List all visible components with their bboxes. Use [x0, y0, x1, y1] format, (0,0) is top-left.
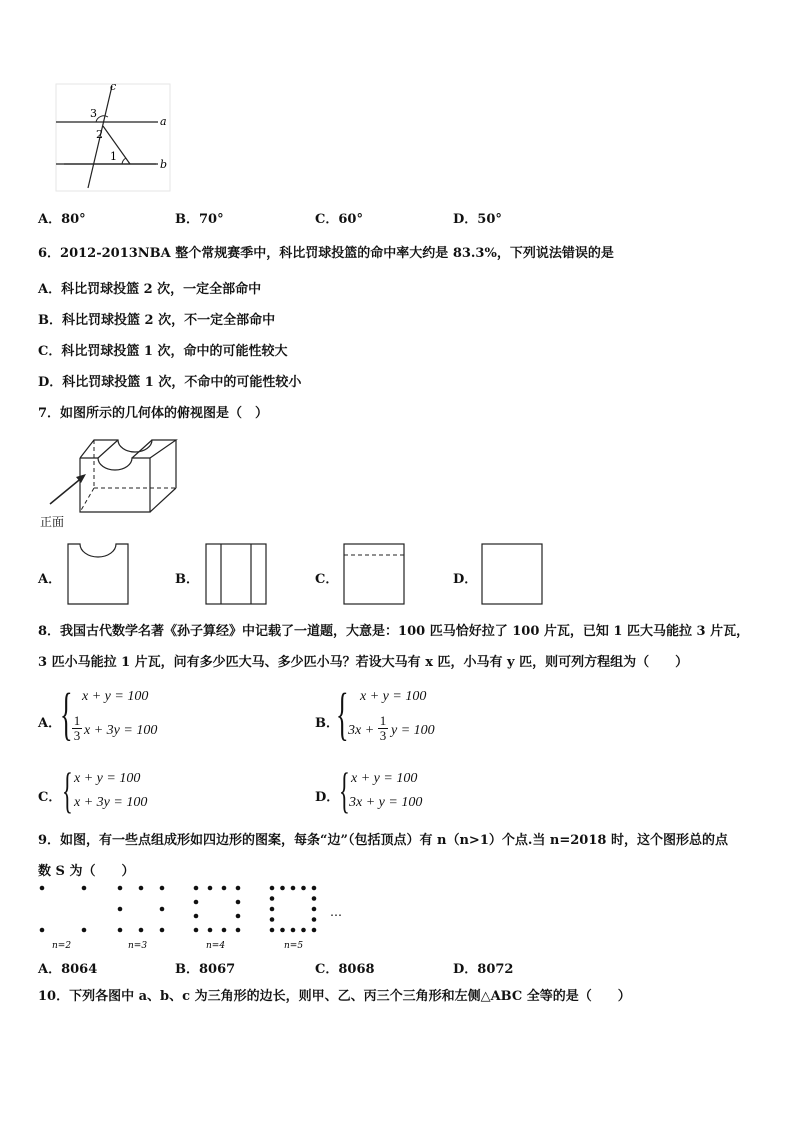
q8-option-d-label: D． [315, 790, 340, 805]
label-angle-1: 1 [110, 150, 117, 163]
q8-option-a-eq2: x + 3y = 100 [84, 723, 158, 738]
q7-option-c-figure [342, 542, 408, 608]
q10-stem: 10．下列各图中 a、b、c 为三角形的边长，则甲、乙、丙三个三角形和左侧△ABC 全等的是（ ） [38, 989, 631, 1004]
pattern-dot [222, 886, 227, 891]
q8-option-b-eq2-pre: 3x + [348, 723, 375, 738]
pattern-dot [301, 886, 306, 891]
pattern-dot [270, 917, 275, 922]
pattern-dot [222, 928, 227, 933]
pattern-dot [139, 886, 144, 891]
pattern-dot [139, 928, 144, 933]
pattern-dot [118, 907, 123, 912]
pattern-dot [301, 928, 306, 933]
q6-option-c: C．科比罚球投篮 1 次，命中的可能性较大 [38, 344, 288, 359]
q8-option-c-eq1: x + y = 100 [74, 771, 141, 786]
pattern-dot [270, 928, 275, 933]
q8-stem-line1: 8．我国古代数学名著《孙子算经》中记载了一道题，大意是：100 匹马恰好拉了 100 片瓦，已知 1 匹大马能拉 3 片瓦， [38, 624, 750, 639]
q7-option-b-label: B． [175, 572, 199, 587]
q9-option-c: C．8068 [315, 962, 375, 977]
pattern-dot [291, 928, 296, 933]
pattern-dot [160, 928, 165, 933]
q7-option-c-label: C． [315, 572, 339, 587]
q8-option-a-eq1: x + y = 100 [82, 689, 149, 704]
q7-option-d-figure [480, 542, 546, 608]
pattern-dot [291, 886, 296, 891]
pattern-dot [312, 907, 317, 912]
pattern-dot [270, 886, 275, 891]
pattern-label-n3: n=3 [128, 941, 148, 951]
q9-option-a: A．8064 [38, 962, 98, 977]
pattern-dot [208, 928, 213, 933]
q7-option-a-label: A． [38, 572, 62, 587]
q8-option-c-brace: { [62, 762, 73, 818]
pattern-dot [160, 886, 165, 891]
pattern-label-n5: n=5 [284, 941, 304, 951]
pattern-dot [270, 907, 275, 912]
q8-option-d-eq1: x + y = 100 [351, 771, 418, 786]
q8-option-c-label: C． [38, 790, 62, 805]
q9-option-b: B．8067 [175, 962, 236, 977]
pattern-dot [236, 900, 241, 905]
pattern-label-n4: n=4 [206, 941, 226, 951]
q8-option-a-brace: { [60, 681, 73, 746]
q6-option-d: D．科比罚球投篮 1 次，不命中的可能性较小 [38, 375, 302, 390]
q7-option-d-label: D． [453, 572, 478, 587]
q8-option-a-fraction: 1 3 [73, 713, 81, 743]
q7-stem: 7．如图所示的几何体的俯视图是（ ） [38, 406, 269, 421]
pattern-dot [118, 928, 123, 933]
q5-option-c: C．60° [315, 212, 363, 227]
front-view-label: 正面 [40, 515, 65, 529]
q7-option-a-figure [66, 542, 132, 608]
pattern-dot [40, 928, 45, 933]
pattern-dot [280, 928, 285, 933]
q8-option-b-brace: { [336, 681, 349, 746]
q8-option-d-eq2: 3x + y = 100 [349, 795, 423, 810]
q9-stem-line2: 数 S 为（ ） [38, 864, 135, 879]
q8-option-b-eq2: y = 100 [391, 723, 435, 738]
q7-option-b-figure [204, 542, 270, 608]
dot-patterns-figure [30, 880, 360, 954]
q6-stem: 6．2012-2013NBA 整个常规赛季中，科比罚球投篮的命中率大约是 83.3%，下列说法错误的是 [38, 246, 614, 261]
label-a: a [160, 115, 167, 128]
q8-option-b-label: B． [315, 716, 339, 731]
pattern-dot [312, 928, 317, 933]
q8-option-b-fraction: 1 3 [379, 713, 387, 743]
pattern-dot [312, 917, 317, 922]
q6-option-b: B．科比罚球投篮 2 次，不一定全部命中 [38, 313, 276, 328]
q5-option-d: D．50° [453, 212, 502, 227]
q8-option-d-brace: { [339, 762, 350, 818]
pattern-dot [40, 886, 45, 891]
pattern-dot [160, 907, 165, 912]
q8-stem-line2: 3 匹小马能拉 1 片瓦，问有多少匹大马、多少匹小马？若设大马有 x 匹，小马有 y 匹，则可列方程组为（ ） [38, 655, 689, 670]
parallel-lines-figure [50, 80, 180, 195]
q9-stem-line1: 9．如图，有一些点组成形如四边形的图案，每条“边”（包括顶点）有 n（n>1）个点.当 n=2018 时，这个图形总的点 [38, 833, 728, 848]
pattern-dot [82, 928, 87, 933]
label-angle-2: 2 [96, 128, 103, 141]
pattern-dot [312, 886, 317, 891]
pattern-dot [236, 914, 241, 919]
pattern-dot [280, 886, 285, 891]
label-b: b [160, 158, 168, 171]
pattern-dot [236, 886, 241, 891]
pattern-dot [270, 896, 275, 901]
q6-option-a: A．科比罚球投篮 2 次，一定全部命中 [38, 282, 262, 297]
pattern-dot [82, 886, 87, 891]
pattern-label-n2: n=2 [52, 941, 72, 951]
pattern-dot [194, 914, 199, 919]
q9-option-d: D．8072 [453, 962, 514, 977]
pattern-dot [312, 896, 317, 901]
dot-patterns-ellipsis: … [330, 905, 342, 919]
pattern-dot [208, 886, 213, 891]
q5-option-a: A．80° [38, 212, 86, 227]
pattern-dot [194, 886, 199, 891]
pattern-dot [194, 900, 199, 905]
pattern-dot [194, 928, 199, 933]
q8-option-c-eq2: x + 3y = 100 [74, 795, 148, 810]
q8-option-b-eq1: x + y = 100 [360, 689, 427, 704]
q5-option-b: B．70° [175, 212, 224, 227]
pattern-dot [118, 886, 123, 891]
label-c: c [110, 80, 117, 93]
q8-option-a-label: A． [38, 716, 62, 731]
label-angle-3: 3 [90, 107, 97, 120]
pattern-dot [236, 928, 241, 933]
